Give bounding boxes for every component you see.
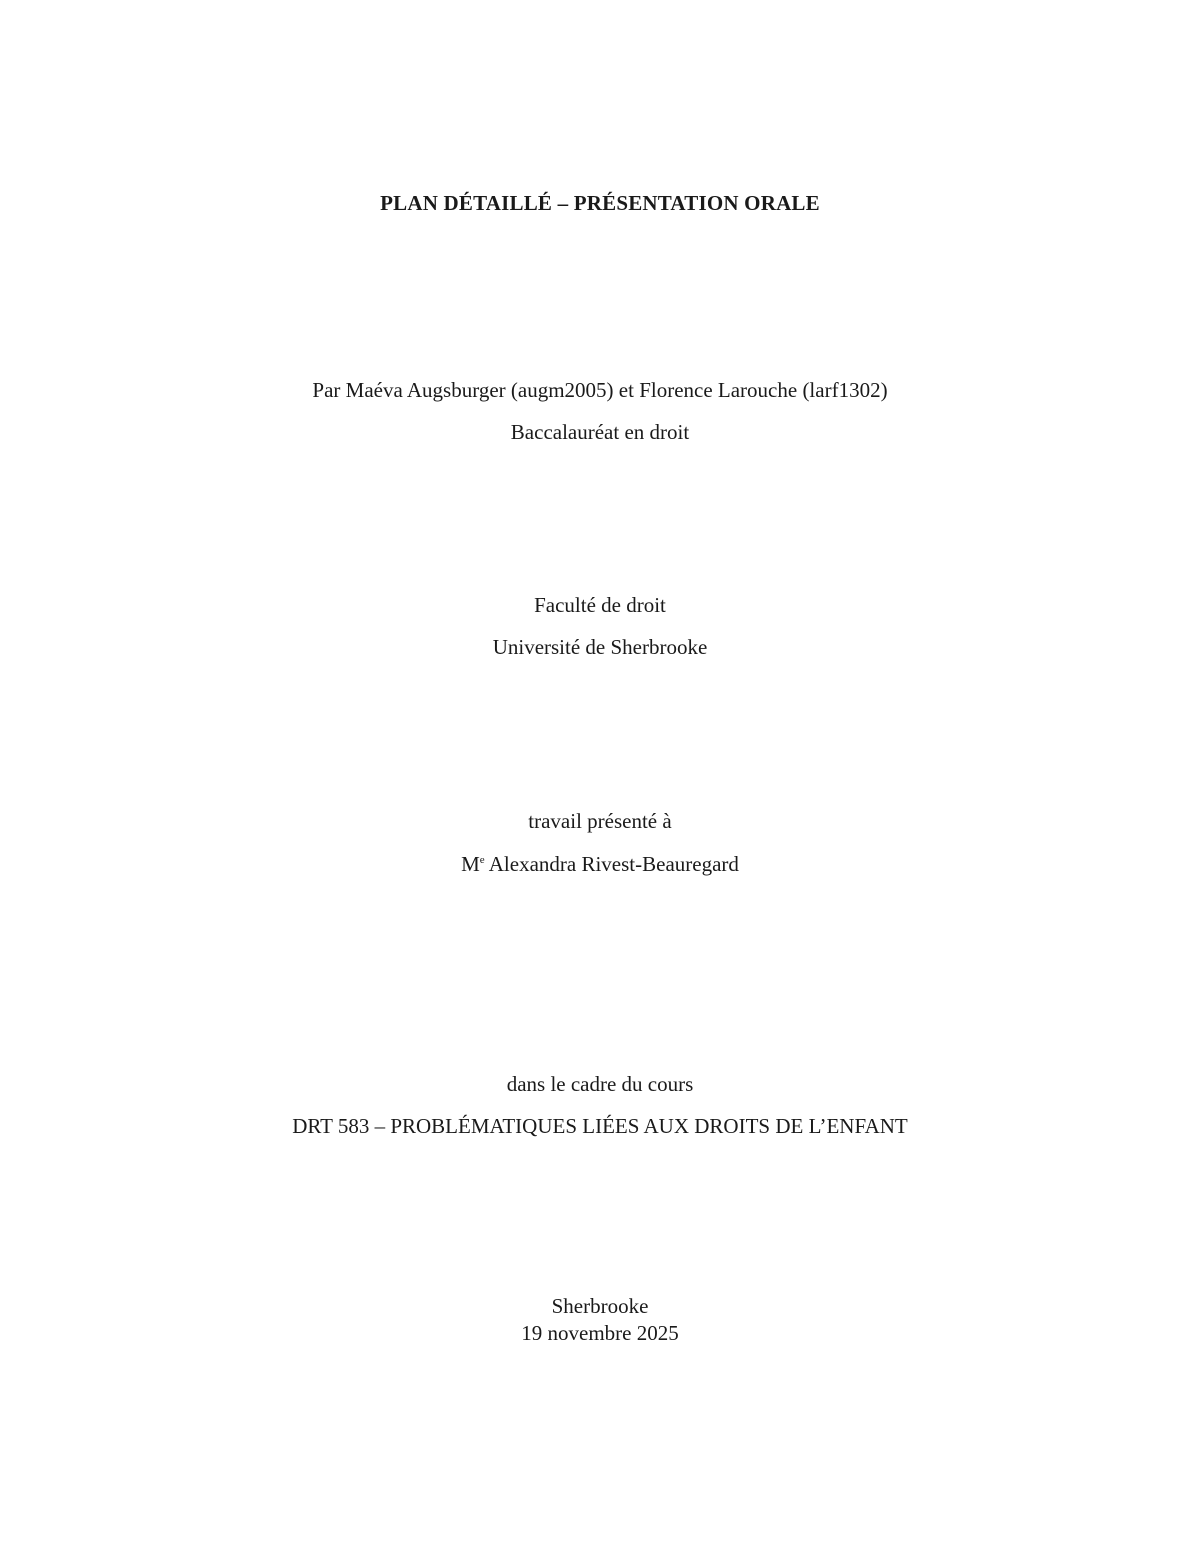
- professor-name: Alexandra Rivest-Beauregard: [484, 852, 739, 876]
- faculty-line: Faculté de droit: [534, 593, 666, 617]
- date-line: 19 novembre 2025: [521, 1321, 679, 1345]
- course-intro-line: dans le cadre du cours: [506, 1072, 694, 1096]
- presented-to-line: travail présenté à: [528, 809, 672, 833]
- city-line: Sherbrooke: [551, 1294, 649, 1318]
- professor-title: M: [461, 852, 480, 876]
- document-title: PLAN DÉTAILLÉ – PRÉSENTATION ORALE: [380, 191, 820, 215]
- university-line: Université de Sherbrooke: [492, 635, 708, 659]
- professor-title-sup: e: [479, 854, 485, 866]
- professor-line: [0, 851, 1200, 877]
- authors-line: Par Maéva Augsburger (augm2005) et Florence Larouche (larf1302): [312, 378, 888, 402]
- program-line: Baccalauréat en droit: [510, 420, 690, 444]
- course-line: DRT 583 – PROBLÉMATIQUES LIÉES AUX DROITS DE L’ENFANT: [292, 1114, 908, 1138]
